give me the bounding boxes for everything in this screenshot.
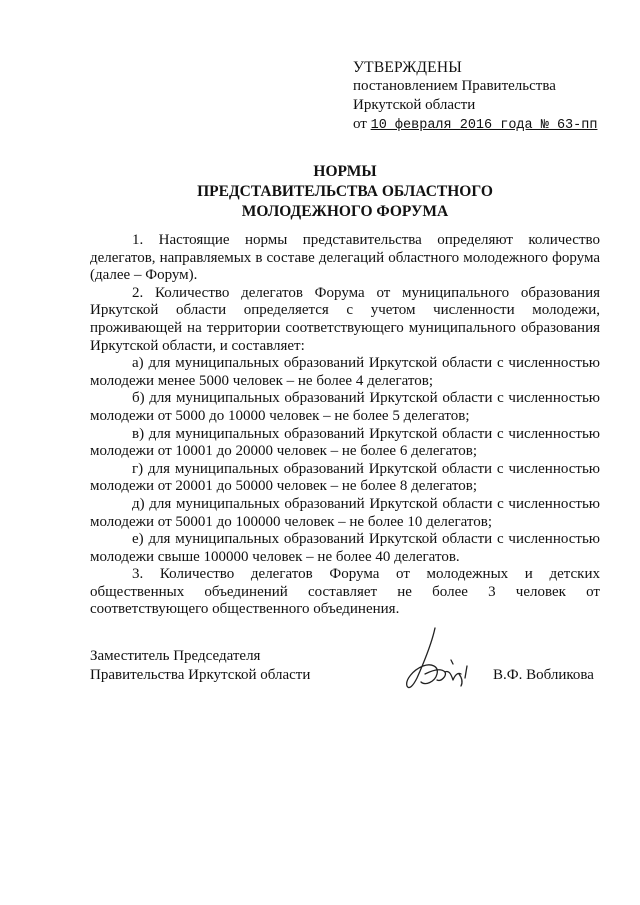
paragraph-3: 3. Количество делегатов Форума от молодежных и детских общественных объединений составляет не более 3 человек от соответствующего общественного объединения. — [90, 566, 600, 618]
paragraph-2a: а) для муниципальных образований Иркутской области с численностью молодежи менее 5000 человек – не более 4 делегатов; — [90, 355, 600, 389]
paragraph-2f: е) для муниципальных образований Иркутской области с численностью молодежи свыше 100000 человек – не более 40 делегатов. — [90, 531, 600, 565]
signature-position-line-1: Заместитель Председателя — [90, 648, 261, 664]
approval-date-prefix: от — [353, 116, 367, 132]
signatory-name: В.Ф. Вобликова — [493, 667, 594, 683]
approval-heading: УТВЕРЖДЕНЫ — [353, 59, 462, 76]
handwritten-signature-icon — [395, 620, 485, 700]
approval-line-1: постановлением Правительства — [353, 78, 556, 94]
signature-position-line-2: Правительства Иркутской области — [90, 667, 311, 683]
paragraph-2d: г) для муниципальных образований Иркутской области с численностью молодежи от 20001 до 50000 человек – не более 8 делегатов; — [90, 460, 600, 495]
title-line-3: МОЛОДЕЖНОГО ФОРУМА — [241, 203, 449, 220]
paragraph-1: 1. Настоящие нормы представительства определяют количество делегатов, направляемых в составе делегаций областного молодежного форума (далее – Форум). — [90, 232, 600, 284]
document-title — [0, 162, 640, 222]
approval-date-value: 10 февраля 2016 года № 63-пп — [370, 118, 598, 133]
paragraph-2b: б) для муниципальных образований Иркутской области с численностью молодежи от 5000 до 10000 человек – не более 5 делегатов; — [90, 390, 600, 424]
document-body — [90, 232, 600, 619]
approval-line-2: Иркутской области — [353, 97, 476, 113]
signature-position — [90, 647, 310, 685]
paragraph-2c: в) для муниципальных образований Иркутской области с численностью молодежи от 10001 до 20000 человек – не более 6 делегатов; — [90, 425, 600, 460]
title-line-1: НОРМЫ — [313, 163, 377, 180]
title-line-2: ПРЕДСТАВИТЕЛЬСТВА ОБЛАСТНОГО — [197, 183, 493, 200]
approval-date-line — [353, 115, 597, 135]
paragraph-2: 2. Количество делегатов Форума от муниципального образования Иркутской области определяется с учетом численности молодежи, проживающей на территории соответствующего муниципального образования Иркутской области, и составляет: — [90, 284, 600, 354]
approval-block — [353, 58, 597, 135]
paragraph-2e: д) для муниципальных образований Иркутской области с численностью молодежи от 50001 до 100000 человек – не более 10 делегатов; — [90, 495, 600, 530]
